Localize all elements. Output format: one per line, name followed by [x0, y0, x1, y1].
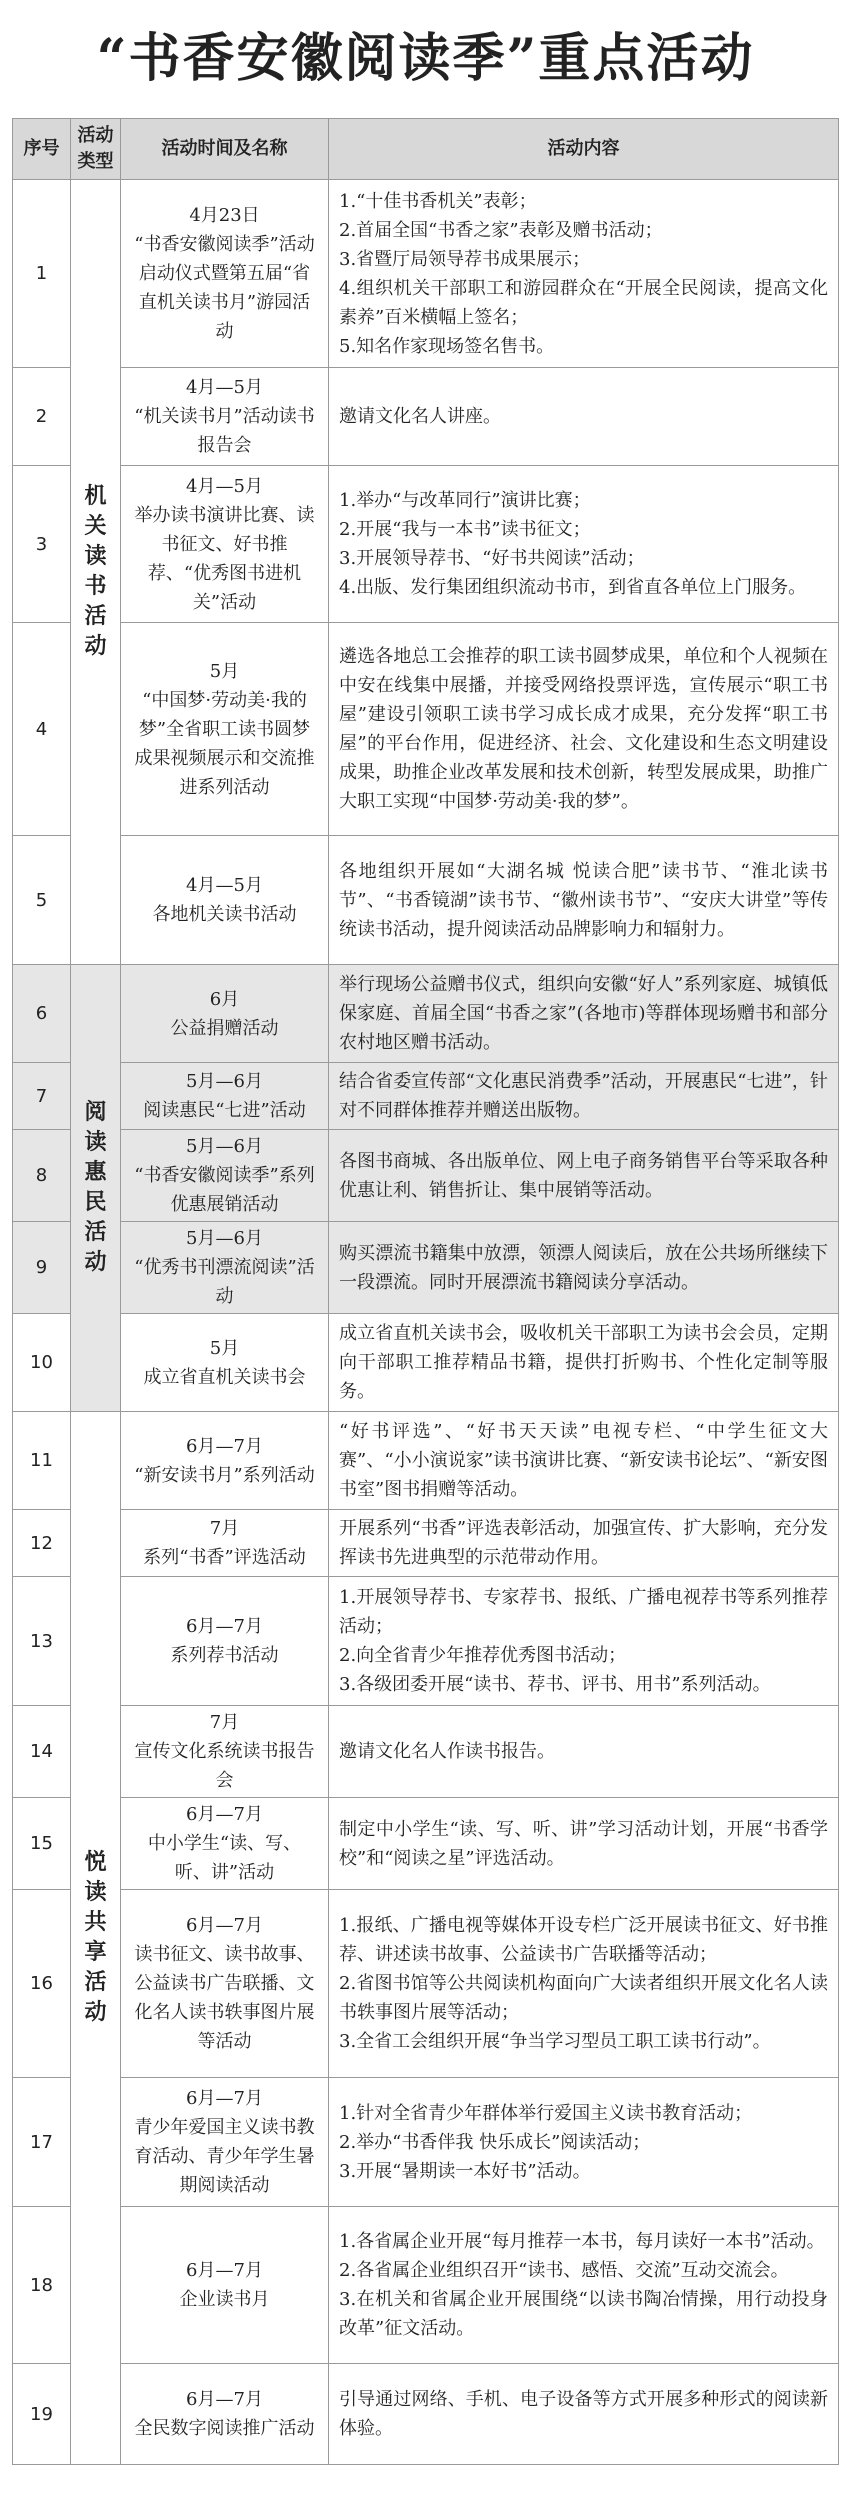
content-line: 2.首届全国“书香之家”表彰及赠书活动； — [339, 219, 663, 241]
activity-time: 4月—5月 — [186, 377, 263, 398]
activity-time-name — [121, 1222, 329, 1314]
row-number: 12 — [13, 1510, 71, 1577]
content-line: 4.组织机关干部职工和游园群众在“开展全民阅读，提高文化素养”百米横幅上签名； — [339, 277, 828, 328]
table-row — [13, 2364, 839, 2465]
content-line: 3.各级团委开展“读书、荐书、评书、用书”系列活动。 — [339, 1674, 771, 1695]
row-number: 5 — [13, 836, 71, 965]
content-line: 5.知名作家现场签名售书。 — [339, 335, 555, 357]
content-line: 3.开展“暑期读一本好书”活动。 — [339, 2160, 591, 2182]
activity-name: “机关读书月”活动读书报告会 — [134, 406, 315, 456]
table-row — [13, 466, 839, 623]
activity-time-name — [121, 1314, 329, 1412]
activity-content — [329, 1063, 839, 1130]
table-row — [13, 1222, 839, 1314]
table-row — [13, 836, 839, 965]
activity-content — [329, 1798, 839, 1890]
activity-name: 阅读惠民“七进”活动 — [143, 1100, 306, 1121]
row-number: 15 — [13, 1798, 71, 1890]
activity-time: 4月—5月 — [186, 875, 263, 896]
table-row — [13, 2078, 839, 2207]
content-line: 邀请文化名人讲座。 — [339, 406, 501, 427]
table-row — [13, 1890, 839, 2078]
activity-time-name — [121, 836, 329, 965]
content-line: 购买漂流书籍集中放漂，领漂人阅读后，放在公共场所继续下一段漂流。同时开展漂流书籍阅读分享活动。 — [339, 1242, 828, 1293]
activity-content — [329, 1890, 839, 2078]
activity-content — [329, 1130, 839, 1222]
header-type: 活动类型 — [71, 119, 121, 180]
content-line: 2.省图书馆等公共阅读机构面向广大读者组织开展文化名人读书轶事图片展等活动； — [339, 1973, 828, 2023]
row-number: 6 — [13, 965, 71, 1063]
row-number: 19 — [13, 2364, 71, 2465]
table-row — [13, 368, 839, 466]
header-number: 序号 — [13, 119, 71, 180]
table-body — [13, 180, 839, 2465]
row-number: 2 — [13, 368, 71, 466]
activity-name: “新安读书月”系列活动 — [134, 1464, 315, 1486]
page-title: “书香安徽阅读季”重点活动 — [96, 28, 755, 89]
table-row — [13, 1798, 839, 1890]
row-number: 7 — [13, 1063, 71, 1130]
content-line: 1.各省属企业开展“每月推荐一本书，每月读好一本书”活动。 — [339, 2231, 825, 2252]
content-line: 邀请文化名人作读书报告。 — [339, 1741, 555, 1762]
activity-content — [329, 1706, 839, 1798]
table-row — [13, 1063, 839, 1130]
content-line: 2.开展“我与一本书”读书征文； — [339, 519, 591, 540]
activity-time: 6月—7月 — [186, 1616, 263, 1637]
content-line: 1.报纸、广播电视等媒体开设专栏广泛开展读书征文、好书推荐、讲述读书故事、公益读书广告联播等活动； — [339, 1915, 828, 1965]
activity-time: 6月—7月 — [186, 2389, 263, 2410]
row-number: 17 — [13, 2078, 71, 2207]
row-number: 14 — [13, 1706, 71, 1798]
activity-time: 4月23日 — [189, 205, 260, 226]
header-name: 活动时间及名称 — [121, 119, 329, 180]
activity-content — [329, 1222, 839, 1314]
row-number: 9 — [13, 1222, 71, 1314]
activity-time: 5月 — [209, 660, 240, 682]
activity-name: “书香安徽阅读季”系列优惠展销活动 — [134, 1165, 315, 1215]
content-line: 2.各省属企业组织召开“读书、感悟、交流”互动交流会。 — [339, 2260, 789, 2281]
activity-content — [329, 2364, 839, 2465]
row-number: 18 — [13, 2207, 71, 2364]
activity-name: 全民数字阅读推广活动 — [134, 2418, 315, 2439]
activity-time: 5月—6月 — [186, 1228, 263, 1249]
activity-time-name — [121, 1577, 329, 1706]
activity-type: 机关读书活动 — [71, 180, 121, 965]
activity-name: 企业读书月 — [179, 2289, 270, 2310]
activity-content — [329, 1314, 839, 1412]
activity-time: 6月—7月 — [186, 2088, 263, 2109]
table-row — [13, 1577, 839, 1706]
activity-time-name — [121, 1510, 329, 1577]
activity-name: 青少年爱国主义读书教育活动、青少年学生暑期阅读活动 — [134, 2117, 315, 2196]
content-line: 遴选各地总工会推荐的职工读书圆梦成果，单位和个人视频在中安在线集中展播，并接受网络投票评选，宣传展示“职工书屋”建设引领职工读书学习成长成才成果，充分发挥“职工书屋”的平台作用，促进经济、社会、文化建设和生态文明建设成果，助推企业改革发展和技术创新，转型发展成果，助推广大职工实现“中国梦·劳动美·我的梦”。 — [339, 646, 828, 812]
content-line: 4.出版、发行集团组织流动书市，到省直各单位上门服务。 — [339, 577, 807, 598]
table-row — [13, 623, 839, 836]
table-row — [13, 2207, 839, 2364]
content-line: 1.开展领导荐书、专家荐书、报纸、广播电视荐书等系列推荐活动； — [339, 1587, 828, 1637]
content-line: 1.举办“与改革同行”演讲比赛； — [339, 490, 591, 511]
row-number: 4 — [13, 623, 71, 836]
content-line: 2.举办“书香伴我 快乐成长”阅读活动； — [339, 2131, 651, 2153]
activity-name: 公益捐赠活动 — [170, 1017, 279, 1039]
activity-content — [329, 965, 839, 1063]
table-row — [13, 1412, 839, 1510]
activity-content — [329, 623, 839, 836]
table-header-row — [13, 119, 839, 180]
activity-name: 宣传文化系统读书报告会 — [134, 1741, 315, 1791]
table-row — [13, 1130, 839, 1222]
activity-time-name — [121, 180, 329, 368]
table-row — [13, 1314, 839, 1412]
activity-name: “书香安徽阅读季”活动启动仪式暨第五届“省直机关读书月”游园活动 — [134, 234, 315, 342]
activity-time: 6月—7月 — [186, 1435, 263, 1457]
content-line: 1.“十佳书香机关”表彰； — [339, 190, 537, 212]
content-line: 举行现场公益赠书仪式，组织向安徽“好人”系列家庭、城镇低保家庭、首届全国“书香之家”(各地市)等群体现场赠书和部分农村地区赠书活动。 — [339, 974, 828, 1053]
activity-time: 7月 — [209, 1712, 240, 1733]
row-number: 8 — [13, 1130, 71, 1222]
activity-time-name — [121, 1130, 329, 1222]
activity-content — [329, 1510, 839, 1577]
activity-time: 6月—7月 — [186, 2260, 263, 2281]
content-line: “好书评选”、“好书天天读”电视专栏、“中学生征文大赛”、“小小演说家”读书演讲比赛、“新安读书论坛”、“新安图书室”图书捐赠等活动。 — [339, 1421, 828, 1500]
table-row — [13, 1510, 839, 1577]
activity-name: “中国梦·劳动美·我的梦”全省职工读书圆梦成果视频展示和交流推进系列活动 — [134, 689, 315, 798]
activity-content — [329, 466, 839, 623]
row-number: 10 — [13, 1314, 71, 1412]
content-line: 各图书商城、各出版单位、网上电子商务销售平台等采取各种优惠让利、销售折让、集中展销等活动。 — [339, 1150, 828, 1201]
activity-content — [329, 836, 839, 965]
activity-name: 各地机关读书活动 — [152, 904, 297, 925]
activity-type: 阅读惠民活动 — [71, 965, 121, 1412]
activity-name: 中小学生“读、写、听、讲”活动 — [147, 1833, 302, 1883]
activity-name: 举办读书演讲比赛、读书征文、好书推荐、“优秀图书进机关”活动 — [134, 504, 315, 613]
activity-time: 4月—5月 — [186, 475, 263, 497]
activity-time-name — [121, 1063, 329, 1130]
activity-name: 系列“书香”评选活动 — [143, 1547, 306, 1568]
activity-time-name — [121, 623, 329, 836]
row-number: 13 — [13, 1577, 71, 1706]
activity-time: 6月—7月 — [186, 1804, 263, 1825]
activity-time-name — [121, 466, 329, 623]
content-line: 各地组织开展如“大湖名城 悦读合肥”读书节、“淮北读书节”、“书香镜湖”读书节、“徽州读书节”、“安庆大讲堂”等传统读书活动，提升阅读活动品牌影响力和辐射力。 — [339, 860, 828, 940]
activity-time-name — [121, 2078, 329, 2207]
activity-time-name — [121, 1706, 329, 1798]
activity-name: 成立省直机关读书会 — [143, 1366, 306, 1388]
activity-time-name — [121, 2207, 329, 2364]
table-row — [13, 180, 839, 368]
activity-time: 5月—6月 — [186, 1071, 263, 1092]
activity-content — [329, 180, 839, 368]
row-number: 11 — [13, 1412, 71, 1510]
activities-table — [12, 118, 839, 2465]
activity-name: 读书征文、读书故事、公益读书广告联播、文化名人读书轶事图片展等活动 — [134, 1944, 315, 2052]
content-line: 3.省暨厅局领导荐书成果展示； — [339, 248, 591, 270]
table-row — [13, 965, 839, 1063]
activity-time-name — [121, 1890, 329, 2078]
activity-time-name — [121, 2364, 329, 2465]
content-line: 3.在机关和省属企业开展围绕“以读书陶冶情操，用行动投身改革”征文活动。 — [339, 2289, 828, 2339]
activity-content — [329, 1412, 839, 1510]
activity-time-name — [121, 965, 329, 1063]
row-number: 1 — [13, 180, 71, 368]
activity-name: “优秀书刊漂流阅读”活动 — [134, 1257, 315, 1307]
content-line: 制定中小学生“读、写、听、讲”学习活动计划，开展“书香学校”和“阅读之星”评选活动。 — [339, 1818, 828, 1869]
activity-time: 5月 — [209, 1337, 240, 1359]
activity-name: 系列荐书活动 — [170, 1645, 279, 1666]
activity-time: 5月—6月 — [186, 1136, 263, 1157]
content-line: 1.针对全省青少年群体举行爱国主义读书教育活动； — [339, 2102, 753, 2124]
activity-content — [329, 2078, 839, 2207]
activity-time-name — [121, 1798, 329, 1890]
activity-time: 7月 — [209, 1518, 240, 1539]
row-number: 16 — [13, 1890, 71, 2078]
row-number: 3 — [13, 466, 71, 623]
header-content: 活动内容 — [329, 119, 839, 180]
content-line: 3.开展领导荐书、“好书共阅读”活动； — [339, 548, 645, 569]
content-line: 开展系列“书香”评选表彰活动，加强宣传、扩大影响，充分发挥读书先进典型的示范带动作用。 — [339, 1518, 828, 1568]
content-line: 结合省委宣传部“文化惠民消费季”活动，开展惠民“七进”，针对不同群体推荐并赠送出版物。 — [339, 1071, 828, 1121]
content-line: 引导通过网络、手机、电子设备等方式开展多种形式的阅读新体验。 — [339, 2389, 828, 2439]
content-line: 成立省直机关读书会，吸收机关干部职工为读书会会员，定期向干部职工推荐精品书籍，提供打折购书、个性化定制等服务。 — [339, 1323, 828, 1402]
activity-time-name — [121, 1412, 329, 1510]
table-row — [13, 1706, 839, 1798]
activity-time: 6月 — [209, 988, 240, 1010]
activity-time-name — [121, 368, 329, 466]
content-line: 3.全省工会组织开展“争当学习型员工职工读书行动”。 — [339, 2031, 771, 2052]
activity-content — [329, 368, 839, 466]
activity-type: 悦读共享活动 — [71, 1412, 121, 2465]
content-line: 2.向全省青少年推荐优秀图书活动； — [339, 1645, 627, 1666]
activity-time: 6月—7月 — [186, 1915, 263, 1936]
activity-content — [329, 1577, 839, 1706]
activity-content — [329, 2207, 839, 2364]
